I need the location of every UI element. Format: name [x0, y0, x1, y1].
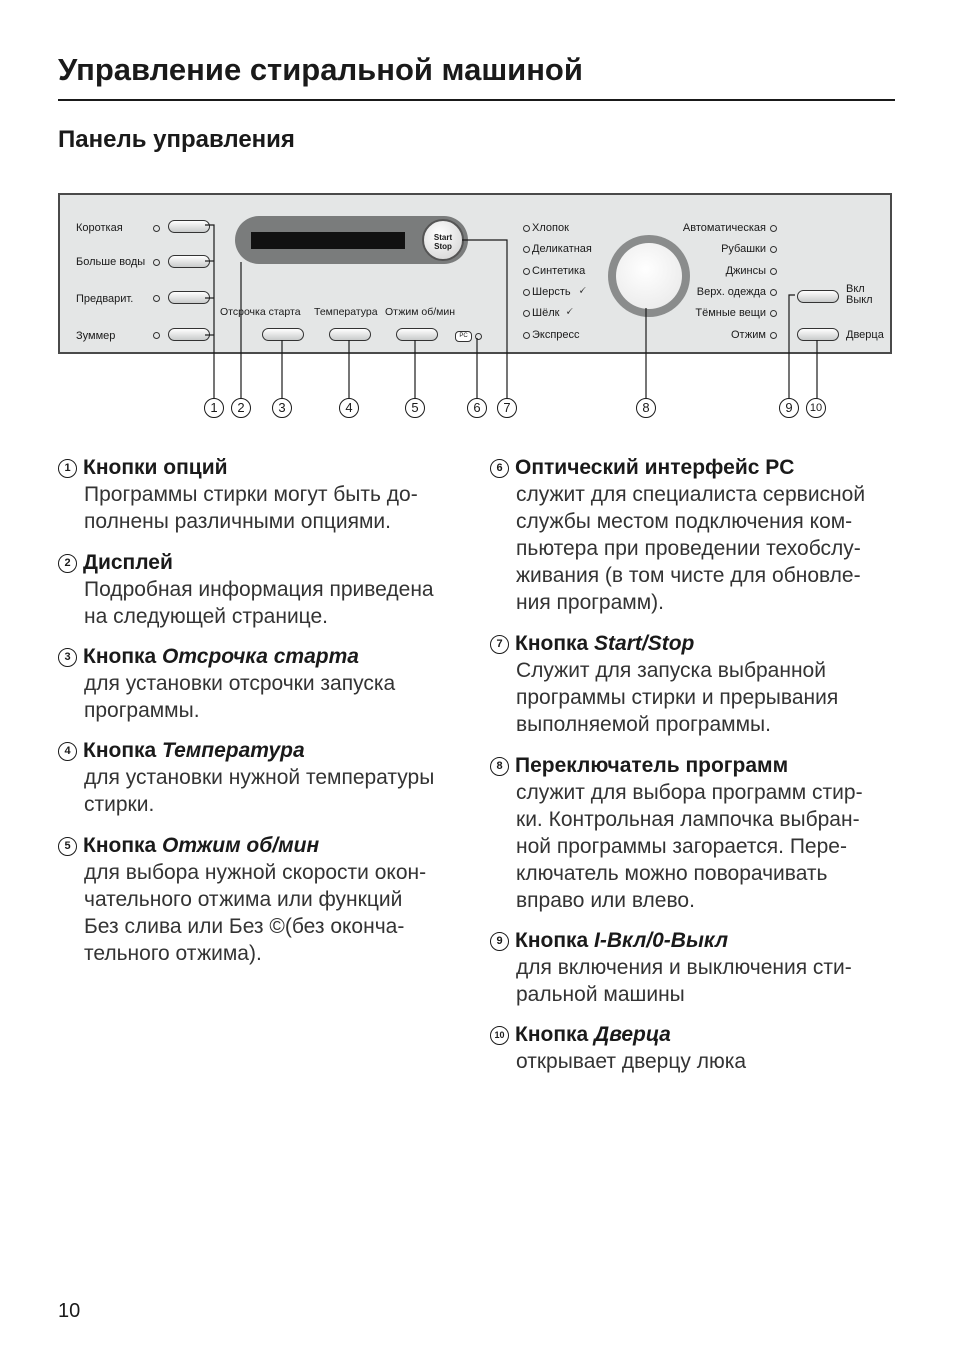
description-body: для включения и выключения сти- ральной машины	[516, 956, 852, 1006]
start-stop-button[interactable]	[422, 219, 464, 261]
description-title: 10 Кнопка Дверца	[490, 1021, 890, 1048]
callout-number-3: 3	[272, 398, 292, 418]
program-automatic: Автоматическая	[682, 222, 766, 234]
delay-start-label: Отсрочка старта	[220, 306, 301, 318]
option-led-prewash	[153, 295, 160, 302]
callout-number-4: 4	[339, 398, 359, 418]
description-body: служит для выбора программ стир- ки. Контрольная лампочка выбран- ной программы загорается. Пере- ключатель можно поворачивать вправо или влево.	[516, 781, 863, 912]
description-body: для установки нужной температуры стирки.	[84, 766, 435, 816]
description-title: 7 Кнопка Start/Stop	[490, 630, 890, 657]
program-selector-dial[interactable]	[608, 235, 690, 317]
title-divider	[58, 99, 895, 101]
description-item-5	[58, 832, 458, 967]
option-label-buzzer: Зуммер	[76, 330, 116, 342]
program-dark: Тёмные вещи	[695, 307, 766, 319]
program-led-jeans	[770, 268, 777, 275]
callout-number-7: 7	[497, 398, 517, 418]
temperature-label: Температура	[314, 306, 378, 318]
program-led-outerwear	[770, 289, 777, 296]
description-title: 3 Кнопка Отсрочка старта	[58, 643, 458, 670]
delay-start-button[interactable]	[262, 328, 304, 341]
callout-number-1: 1	[204, 398, 224, 418]
option-button-prewash[interactable]	[168, 291, 210, 304]
spin-label: Отжим об/мин	[385, 306, 456, 318]
description-title: 8 Переключатель программ	[490, 752, 890, 779]
program-outerwear: Верх. одежда	[696, 286, 766, 298]
description-title: 5 Кнопка Отжим об/мин	[58, 832, 458, 859]
option-label-more-water: Больше воды	[76, 256, 146, 268]
description-title: 1 Кнопки опций	[58, 454, 458, 481]
program-led-synthetics	[523, 268, 530, 275]
option-button-more-water[interactable]	[168, 255, 210, 268]
callout-number-2: 2	[231, 398, 251, 418]
program-led-dark	[770, 310, 777, 317]
program-silk: Шёлк	[532, 307, 560, 319]
description-item-4	[58, 737, 458, 818]
option-label-short: Короткая	[76, 222, 123, 234]
option-led-more-water	[153, 259, 160, 266]
description-title: 6 Оптический интерфейс PC	[490, 454, 890, 481]
program-shirts: Рубашки	[721, 243, 766, 255]
door-label: Дверца	[846, 329, 884, 341]
option-led-short	[153, 225, 160, 232]
description-body: для выбора нужной скорости окон- чательного отжима или функций Без слива или Без ©(без оконча- тельного отжима).	[84, 861, 427, 965]
description-number-badge: 10	[490, 1026, 509, 1045]
description-item-9	[490, 927, 890, 1008]
description-number-badge: 3	[58, 648, 77, 667]
temperature-button[interactable]	[329, 328, 371, 341]
program-led-delicate	[523, 246, 530, 253]
description-item-2	[58, 549, 458, 630]
program-led-wool	[523, 289, 530, 296]
description-item-6	[490, 454, 890, 616]
display-screen	[251, 232, 405, 249]
program-selector-knob	[616, 243, 682, 309]
option-label-prewash: Предварит.	[76, 293, 134, 305]
section-title: Панель управления	[58, 126, 295, 153]
callout-number-5: 5	[405, 398, 425, 418]
program-jeans: Джинсы	[725, 265, 766, 277]
option-button-buzzer[interactable]	[168, 328, 210, 341]
door-button[interactable]	[797, 328, 839, 341]
program-led-spin	[770, 332, 777, 339]
handwash-icon: 🗸	[578, 283, 587, 297]
power-button[interactable]	[797, 290, 839, 303]
description-number-badge: 5	[58, 837, 77, 856]
description-number-badge: 4	[58, 742, 77, 761]
callout-number-10: 10	[806, 398, 826, 418]
description-title: 9 Кнопка I-Вкл/0-Выкл	[490, 927, 890, 954]
description-body: Подробная информация приведена на следующей странице.	[84, 578, 434, 628]
program-express: Экспресс	[532, 329, 580, 341]
option-led-buzzer	[153, 332, 160, 339]
program-spin: Отжим	[730, 329, 766, 341]
description-number-badge: 2	[58, 554, 77, 573]
callout-number-8: 8	[636, 398, 656, 418]
description-body: для установки отсрочки запуска программы.	[84, 672, 396, 722]
stop-label: Stop	[434, 242, 452, 251]
description-number-badge: 7	[490, 635, 509, 654]
program-delicate: Деликатная	[532, 243, 592, 255]
description-body: открывает дверцу люка	[516, 1050, 747, 1073]
description-number-badge: 8	[490, 757, 509, 776]
program-led-cotton	[523, 225, 530, 232]
description-body: Служит для запуска выбранной программы стирки и прерывания выполняемой программы.	[516, 659, 839, 736]
program-led-shirts	[770, 246, 777, 253]
start-label: Start	[433, 233, 453, 242]
pc-interface-badge: PC	[455, 331, 472, 342]
pc-interface-led	[475, 333, 482, 340]
description-item-8	[490, 752, 890, 914]
page-number: 10	[58, 1300, 81, 1322]
program-led-express	[523, 332, 530, 339]
description-number-badge: 6	[490, 459, 509, 478]
program-synthetics: Синтетика	[532, 265, 586, 277]
description-item-1	[58, 454, 458, 535]
control-panel-diagram	[58, 193, 892, 354]
description-item-3	[58, 643, 458, 724]
program-wool: Шерсть	[532, 286, 571, 298]
description-number-badge: 1	[58, 459, 77, 478]
callout-number-9: 9	[779, 398, 799, 418]
description-title: 2 Дисплей	[58, 549, 458, 576]
spin-button[interactable]	[396, 328, 438, 341]
description-body: Программы стирки могут быть до- полнены различными опциями.	[84, 483, 418, 533]
description-item-7	[490, 630, 890, 738]
program-led-automatic	[770, 225, 777, 232]
description-item-10	[490, 1021, 890, 1075]
program-cotton: Хлопок	[532, 222, 569, 234]
page-title: Управление стиральной машиной	[58, 52, 583, 87]
power-label: Вкл Выкл	[846, 283, 873, 306]
description-body: служит для специалиста сервисной службы местом подключения ком- пьютера при проведении техобслу- живания (в том чисте для обновле- ния программ).	[516, 483, 866, 614]
description-number-badge: 9	[490, 932, 509, 951]
callout-number-6: 6	[467, 398, 487, 418]
option-button-short[interactable]	[168, 220, 210, 233]
program-led-silk	[523, 310, 530, 317]
description-title: 4 Кнопка Температура	[58, 737, 458, 764]
handwash-icon: 🗸	[565, 304, 574, 318]
